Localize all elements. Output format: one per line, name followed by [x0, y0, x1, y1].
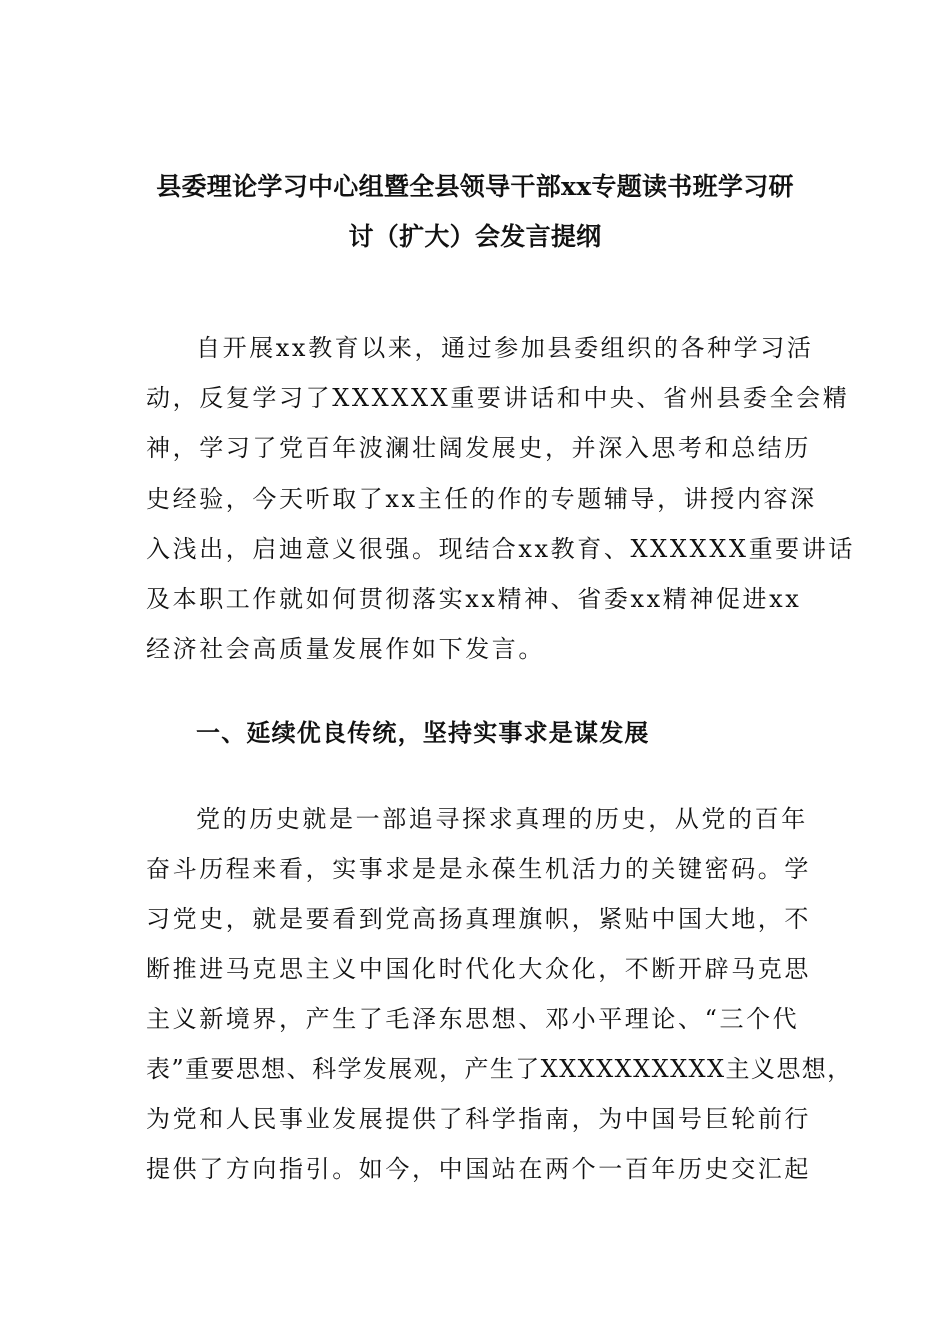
section-1-heading: 一、延续优良传统，坚持实事求是谋发展: [196, 718, 650, 747]
paragraph-2-line-1: 党的历史就是一部追寻探求真理的历史，从党的百年: [196, 805, 808, 833]
paragraph-2-line-5: 主义新境界，产生了毛泽东思想、邓小平理论、“三个代: [146, 1005, 800, 1033]
paragraph-2-line-2: 奋斗历程来看，实事求是是永葆生机活力的关键密码。学: [146, 855, 811, 883]
paragraph-2-line-3: 习党史，就是要看到党高扬真理旗帜，紧贴中国大地，不: [146, 905, 811, 933]
paragraph-1-line-7: 经济社会高质量发展作如下发言。: [146, 635, 545, 663]
paragraph-2-line-6: 表”重要思想、科学发展观，产生了XXXXXXXXXX主义思想，: [146, 1055, 853, 1083]
paragraph-2-line-8: 提供了方向指引。如今，中国站在两个一百年历史交汇起: [146, 1155, 811, 1183]
paragraph-1-line-1: 自开展xx教育以来，通过参加县委组织的各种学习活: [196, 334, 814, 362]
paragraph-1-line-5: 入浅出，启迪意义很强。现结合xx教育、XXXXXX重要讲话: [146, 535, 855, 563]
paragraph-2-line-4: 断推进马克思主义中国化时代化大众化，不断开辟马克思: [146, 955, 811, 983]
paragraph-1-line-3: 神，学习了党百年波澜壮阔发展史，并深入思考和总结历: [146, 434, 811, 462]
paragraph-2-line-7: 为党和人民事业发展提供了科学指南，为中国号巨轮前行: [146, 1105, 811, 1133]
document-title-line-2: 讨（扩大）会发言提纲: [348, 222, 602, 251]
paragraph-1-line-6: 及本职工作就如何贯彻落实xx精神、省委xx精神促进xx: [146, 585, 802, 613]
document-title-line-1: 县委理论学习中心组暨全县领导干部xx专题读书班学习研: [156, 172, 794, 201]
paragraph-1-line-4: 史经验，今天听取了xx主任的作的专题辅导，讲授内容深: [146, 485, 817, 513]
paragraph-1-line-2: 动，反复学习了XXXXXX重要讲话和中央、省州县委全会精: [146, 384, 850, 412]
